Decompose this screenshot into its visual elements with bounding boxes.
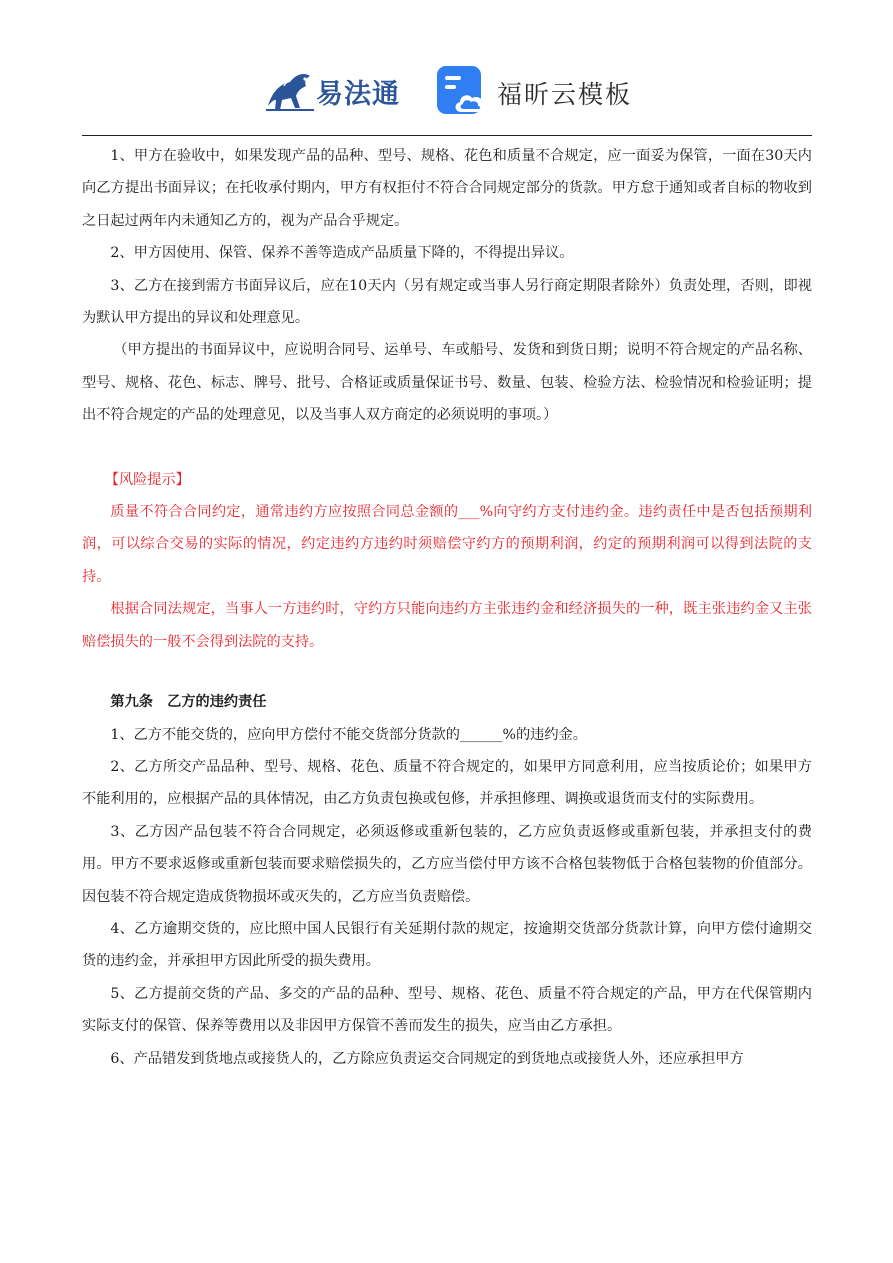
logo1-text: 易法通: [316, 79, 400, 110]
article-9-item-5: 5、乙方提前交货的产品、多交的产品的品种、型号、规格、花色、质量不符合规定的产品，甲方在代保管期内实际支付的保管、保养等费用以及非因甲方保管不善而发生的损失，应当由乙方承担。: [82, 985, 812, 1035]
risk-title: 【风险提示】: [104, 471, 190, 488]
paragraph-1: 1、甲方在验收中，如果发现产品的品种、型号、规格、花色和质量不合规定，应一面妥为保管，一面在30天内向乙方提出书面异议；在托收承付期内，甲方有权拒付不符合合同规定部分的货款。甲方怠于通知或者自标的物收到之日起过两年内未通知乙方的，视为产品合乎规定。: [82, 148, 812, 229]
yifatong-logo: [262, 62, 422, 118]
paragraph-3: 3、乙方在接到需方书面异议后，应在10天内（另有规定或当事人另行商定期限者除外）负责处理，否则，即视为默认甲方提出的异议和处理意见。: [82, 277, 812, 327]
article-9-title: 第九条 乙方的违约责任: [110, 694, 267, 711]
paragraph-note: （甲方提出的书面异议中，应说明合同号、运单号、车或船号、发货和到货日期；说明不符合规定的产品名称、型号、规格、花色、标志、牌号、批号、合格证或质量保证书号、数量、包装、检验方法、检验情况和检验证明；提出不符合规定的产品的处理意见，以及当事人双方商定的必须说明的事项。）: [82, 342, 812, 424]
cloud-document-icon: [435, 64, 489, 118]
logo2-text: 福昕云模板: [497, 80, 633, 109]
risk-paragraph-2: 根据合同法规定，当事人一方违约时，守约方只能向违约方主张违约金和经济损失的一种，既主张违约金又主张赔偿损失的一般不会得到法院的支持。: [82, 601, 812, 650]
header-divider: [82, 135, 812, 136]
article-9-item-3: 3、乙方因产品包装不符合合同规定，必须返修或重新包装的，乙方应负责返修或重新包装，并承担支付的费用。甲方不要求返修或重新包装而要求赔偿损失的，乙方应当偿付甲方该不合格包装物低于合格包装物的价值部分。因包装不符合规定造成货物损坏或灭失的，乙方应当负责赔偿。: [82, 823, 812, 905]
risk-paragraph-1: 质量不符合合同约定，通常违约方应按照合同总金额的___%向守约方支付违约金。违约责任中是否包括预期利润，可以综合交易的实际的情况，约定违约方违约时须赔偿守约方的预期利润，约定的预期利润可以得到法院的支持。: [82, 504, 812, 585]
article-9-item-1: 1、乙方不能交货的，应向甲方偿付不能交货部分货款的______%的违约金。: [110, 726, 587, 743]
foxit-logo: [435, 64, 645, 120]
article-9-item-6: 6、产品错发到货地点或接货人的，乙方除应负责运交合同规定的到货地点或接货人外，还应承担甲方: [110, 1050, 744, 1067]
page-header: [0, 60, 893, 124]
paragraph-2: 2、甲方因使用、保管、保养不善等造成产品质量下降的，不得提出异议。: [110, 245, 574, 262]
article-9-item-2: 2、乙方所交产品品种、型号、规格、花色、质量不符合规定的，如果甲方同意利用，应当按质论价；如果甲方不能利用的，应根据产品的具体情况，由乙方负责包换或包修，并承担修理、调换或退货而支付的实际费用。: [82, 758, 812, 808]
qilin-icon: [262, 62, 318, 118]
article-9-item-4: 4、乙方逾期交货的，应比照中国人民银行有关延期付款的规定，按逾期交货部分货款计算，向甲方偿付逾期交货的违约金，并承担甲方因此所受的损失费用。: [82, 920, 812, 970]
document-body: [82, 140, 812, 1075]
